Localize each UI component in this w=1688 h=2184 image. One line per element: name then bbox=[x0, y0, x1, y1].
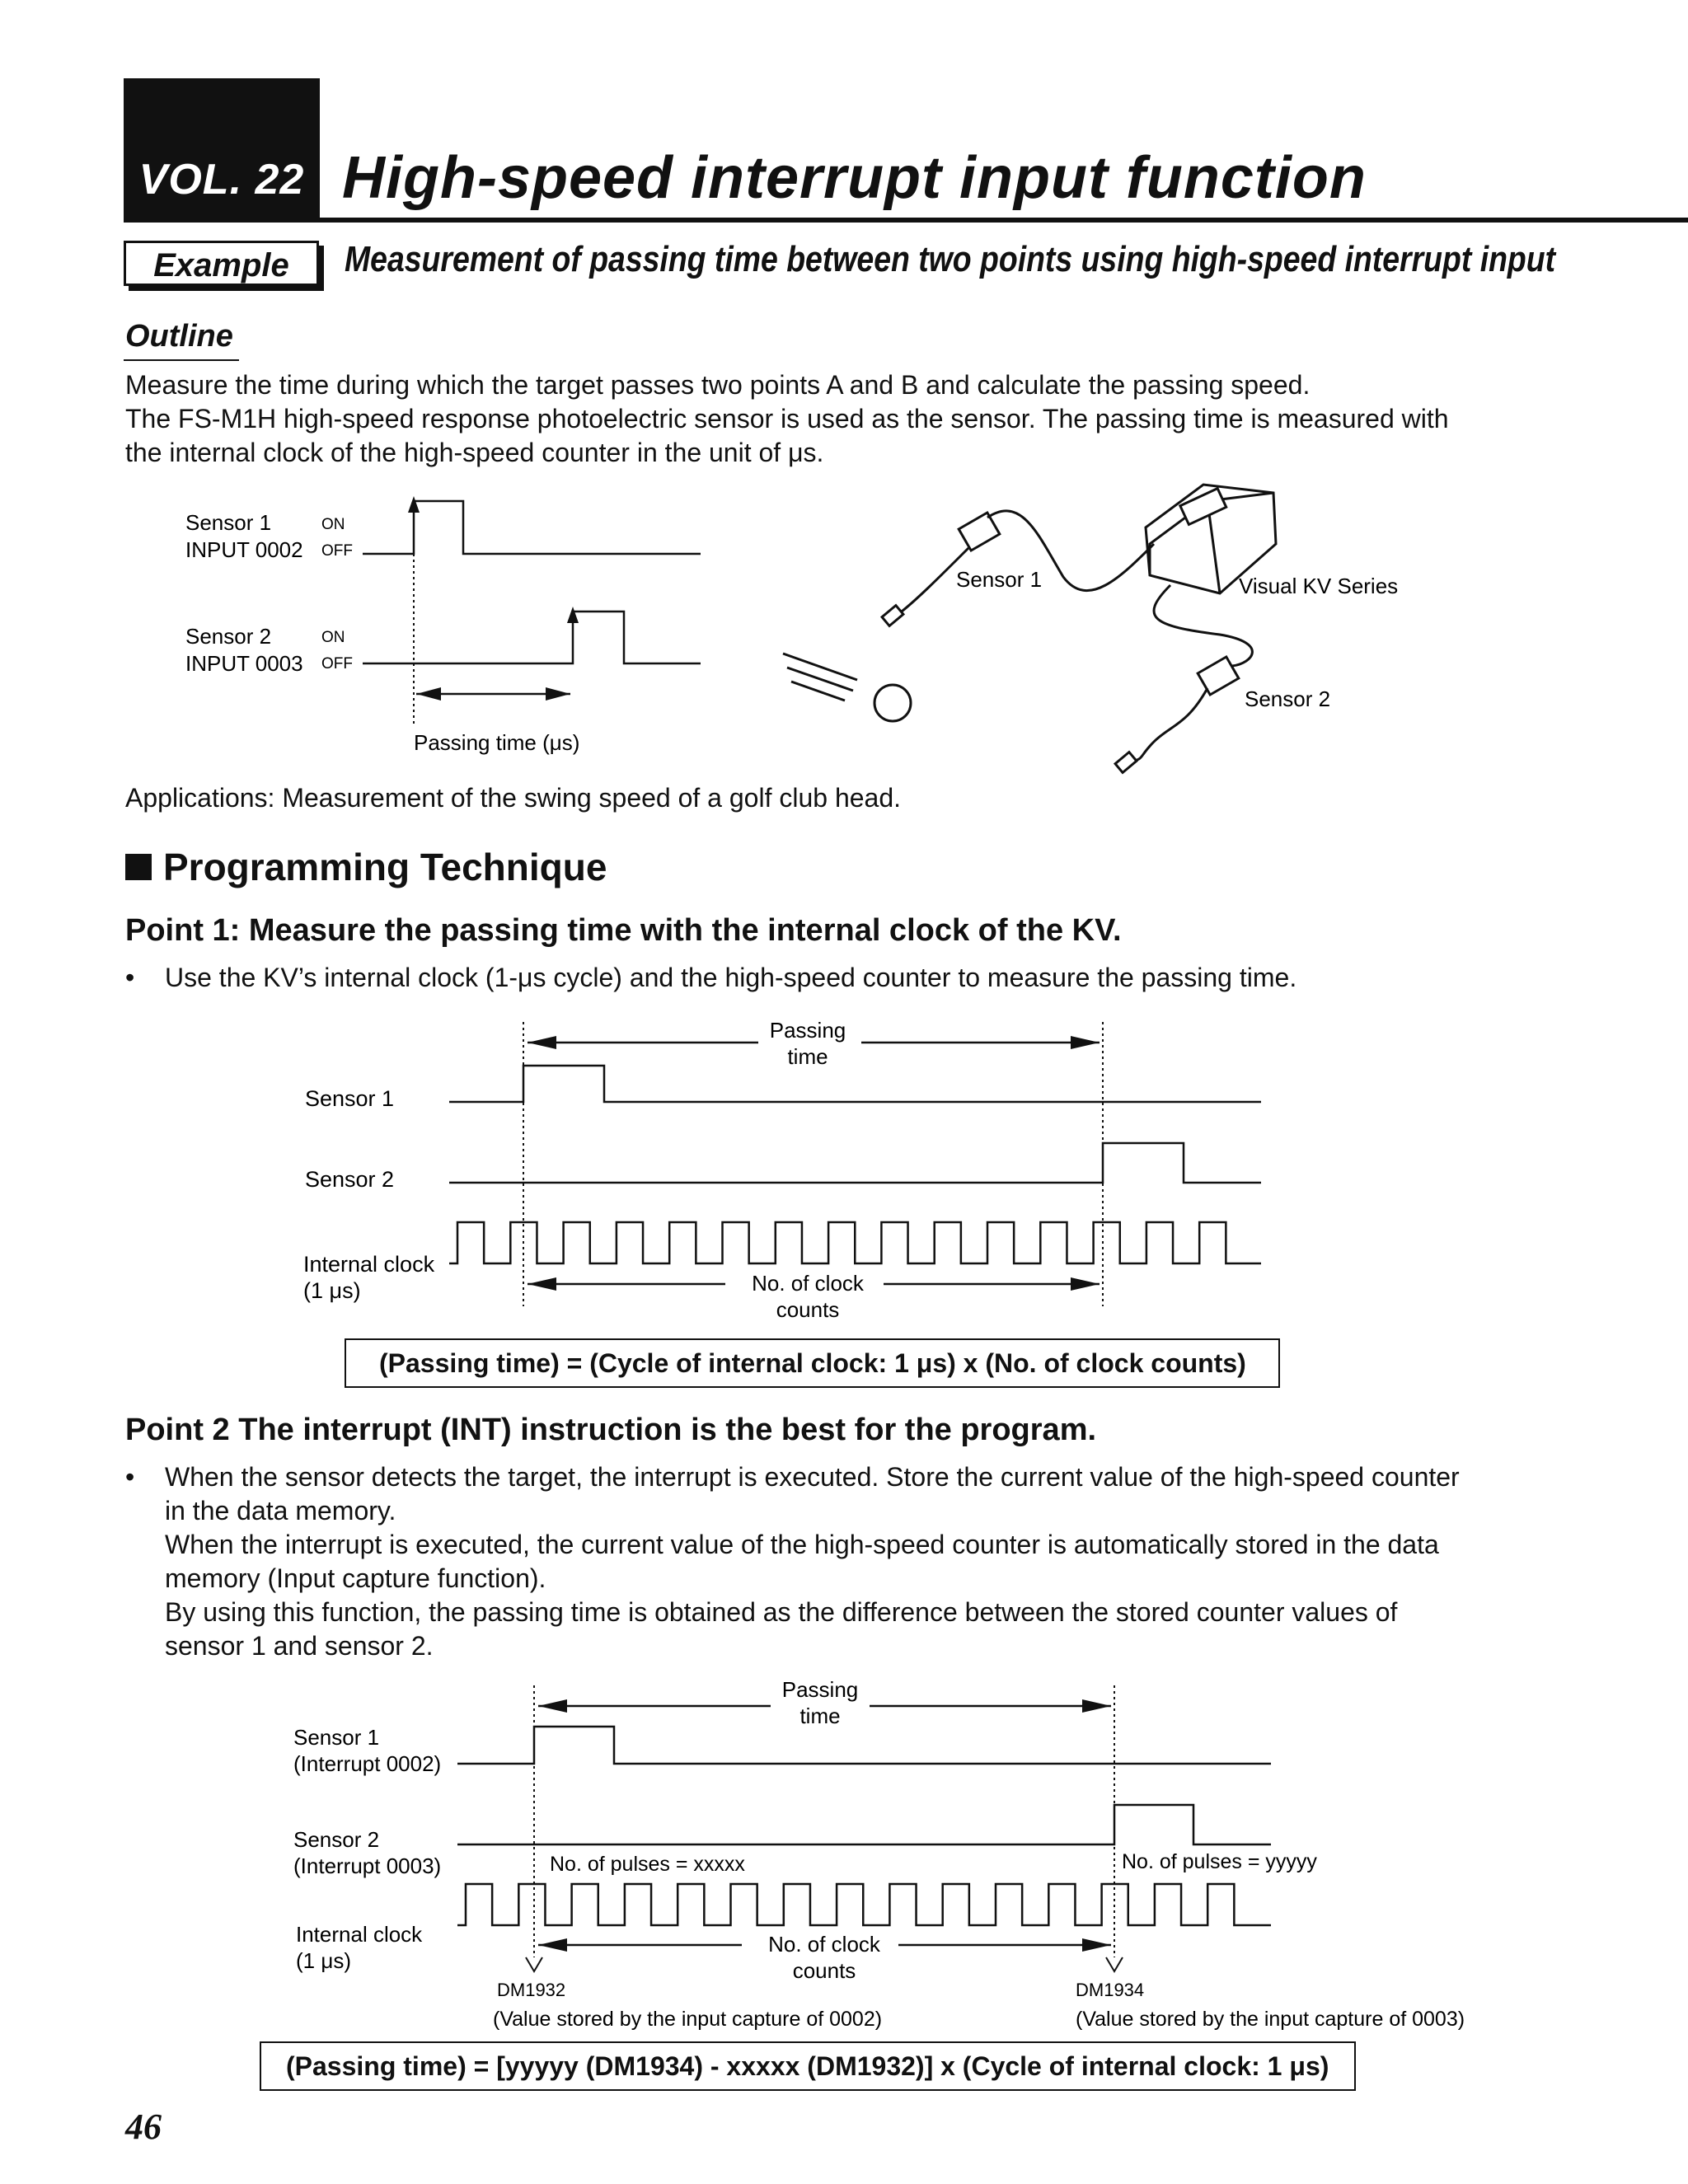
d2-passing: Passing bbox=[769, 1018, 846, 1043]
point2-line-2: in the data memory. bbox=[165, 1496, 396, 1526]
sensor1-head bbox=[959, 513, 1000, 551]
point1-formula: (Passing time) = (Cycle of internal clock: 1 μs) x (No. of clock counts) bbox=[345, 1338, 1280, 1388]
d1-off-2: OFF bbox=[321, 655, 353, 673]
point2-line-4: memory (Input capture function). bbox=[165, 1563, 546, 1593]
outline-heading: Outline bbox=[125, 319, 233, 354]
page-number: 46 bbox=[125, 2107, 162, 2147]
d3-arrow-l bbox=[538, 1699, 567, 1713]
example-label: Example bbox=[124, 241, 319, 286]
outline-line-3: the internal clock of the high-speed counter in the unit of μs. bbox=[125, 438, 824, 467]
d3-count2: counts bbox=[792, 1958, 856, 1983]
d3-dm1: DM1932 bbox=[497, 1980, 566, 2000]
sensor1-plug bbox=[882, 606, 903, 626]
d3-cap1: (Value stored by the input capture of 0002) bbox=[493, 2008, 883, 2031]
d3-marker-left bbox=[526, 1957, 542, 1971]
d3-sensor2-sub: (Interrupt 0003) bbox=[293, 1854, 442, 1878]
photo-sensor2-label: Sensor 2 bbox=[1245, 687, 1331, 711]
d1-sensor1-input: INPUT 0002 bbox=[185, 537, 303, 562]
d1-arrow-left bbox=[416, 687, 441, 701]
d3-cap2: (Value stored by the input capture of 0003) bbox=[1076, 2008, 1465, 2031]
outline-line-1: Measure the time during which the target passes two points A and B and calculate the passing speed. bbox=[125, 370, 1311, 400]
d2-wave-sensor2 bbox=[449, 1143, 1261, 1183]
d2-sensor1: Sensor 1 bbox=[305, 1086, 395, 1111]
d3-sensor1-sub: (Interrupt 0002) bbox=[293, 1751, 442, 1776]
d2-arrow-r bbox=[1071, 1036, 1100, 1049]
d2-wave-clock bbox=[449, 1222, 1261, 1263]
example-title: Measurement of passing time between two points using high-speed interrupt input bbox=[345, 239, 1556, 279]
d1-sensor2-input: INPUT 0003 bbox=[185, 651, 303, 676]
d3-sensor2: Sensor 2 bbox=[293, 1827, 380, 1852]
photo-sensor1-label: Sensor 1 bbox=[956, 567, 1043, 592]
vol-label: VOL. 22 bbox=[138, 156, 305, 204]
d3-wave-sensor2 bbox=[457, 1805, 1271, 1844]
applications-text: Applications: Measurement of the swing speed of a golf club head. bbox=[125, 783, 902, 813]
d1-on-1: ON bbox=[321, 516, 345, 533]
d3-clock2: (1 μs) bbox=[296, 1948, 351, 1973]
d3-passing: Passing bbox=[781, 1677, 859, 1702]
sensor2-head bbox=[1198, 657, 1239, 695]
point2-line-1: When the sensor detects the target, the interrupt is executed. Store the current value of the high-speed counter bbox=[165, 1462, 1460, 1492]
d1-arrow-right bbox=[546, 687, 570, 701]
point2-line-3: When the interrupt is executed, the current value of the high-speed counter is automatically stored in the data bbox=[165, 1530, 1439, 1559]
d2-count-arrow-r bbox=[1071, 1277, 1100, 1291]
section-square-icon bbox=[125, 854, 152, 880]
d2-count1: No. of clock bbox=[752, 1271, 864, 1296]
point1-bullet: Use the KV’s internal clock (1-μs cycle) and the high-speed counter to measure the passing time. bbox=[165, 963, 1297, 992]
d1-sensor1-label: Sensor 1 bbox=[185, 510, 272, 535]
outline-diagram bbox=[0, 478, 1688, 791]
d1-arrow-up-2 bbox=[567, 607, 579, 623]
d1-arrow-up-1 bbox=[408, 496, 420, 513]
d3-wave-sensor1 bbox=[457, 1727, 1271, 1764]
technique-heading: Programming Technique bbox=[163, 846, 607, 888]
title-rule bbox=[320, 218, 1688, 223]
sensor2-cable bbox=[1154, 585, 1252, 666]
sensor2-cable-2 bbox=[1129, 688, 1207, 762]
point2-formula: (Passing time) = [yyyyy (DM1934) - xxxxx (DM1932)] x (Cycle of internal clock: 1 μs) bbox=[260, 2041, 1356, 2091]
d3-count1: No. of clock bbox=[768, 1932, 880, 1957]
speed-line-2 bbox=[787, 668, 853, 691]
d2-clock1: Internal clock bbox=[303, 1252, 435, 1277]
sensor2-plug bbox=[1115, 752, 1137, 773]
photo-kv-label: Visual KV Series bbox=[1239, 574, 1399, 598]
d2-wave-sensor1 bbox=[449, 1066, 1261, 1102]
page-title: High-speed interrupt input function bbox=[342, 145, 1367, 211]
d2-count-arrow-l bbox=[528, 1277, 556, 1291]
d3-arrow-r bbox=[1082, 1699, 1111, 1713]
point2-line-6: sensor 1 and sensor 2. bbox=[165, 1631, 434, 1661]
d3-dm2: DM1934 bbox=[1076, 1980, 1145, 2000]
d1-off-1: OFF bbox=[321, 542, 353, 560]
interrupt-diagram bbox=[0, 1673, 1688, 2036]
point1-bullet-dot: • bbox=[125, 963, 135, 992]
point2-line-5: By using this function, the passing time is obtained as the difference between the stored counter values of bbox=[165, 1597, 1398, 1627]
d3-count-arrow-r bbox=[1082, 1938, 1111, 1952]
d3-pulses-y: No. of pulses = yyyyy bbox=[1122, 1850, 1317, 1873]
d2-count2: counts bbox=[776, 1297, 840, 1322]
d3-time: time bbox=[799, 1704, 841, 1728]
d1-on-2: ON bbox=[321, 629, 345, 646]
d3-pulses-x: No. of pulses = xxxxx bbox=[550, 1853, 745, 1876]
speed-line-1 bbox=[783, 654, 857, 680]
d3-sensor1: Sensor 1 bbox=[293, 1725, 380, 1750]
point2-heading: Point 2 The interrupt (INT) instruction is the best for the program. bbox=[125, 1413, 1097, 1447]
target-ball bbox=[874, 685, 911, 721]
d2-clock2: (1 μs) bbox=[303, 1278, 361, 1303]
outline-underline bbox=[124, 359, 239, 361]
d3-wave-clock bbox=[457, 1884, 1271, 1925]
d1-sensor2-label: Sensor 2 bbox=[185, 624, 272, 649]
d2-arrow-l bbox=[528, 1036, 556, 1049]
d3-marker-right bbox=[1106, 1957, 1123, 1971]
clock-diagram bbox=[0, 1014, 1688, 1360]
d1-passing-time: Passing time (μs) bbox=[414, 730, 580, 755]
d3-count-arrow-l bbox=[538, 1938, 567, 1952]
d2-time: time bbox=[787, 1044, 828, 1069]
point2-bullet-dot: • bbox=[125, 1462, 135, 1492]
outline-line-2: The FS-M1H high-speed response photoelectric sensor is used as the sensor. The passing time is measured with bbox=[125, 404, 1449, 434]
kv-illustration bbox=[783, 485, 1276, 772]
d2-sensor2: Sensor 2 bbox=[305, 1167, 395, 1192]
point1-heading: Point 1: Measure the passing time with the internal clock of the KV. bbox=[125, 913, 1122, 948]
d3-clock1: Internal clock bbox=[296, 1922, 423, 1947]
